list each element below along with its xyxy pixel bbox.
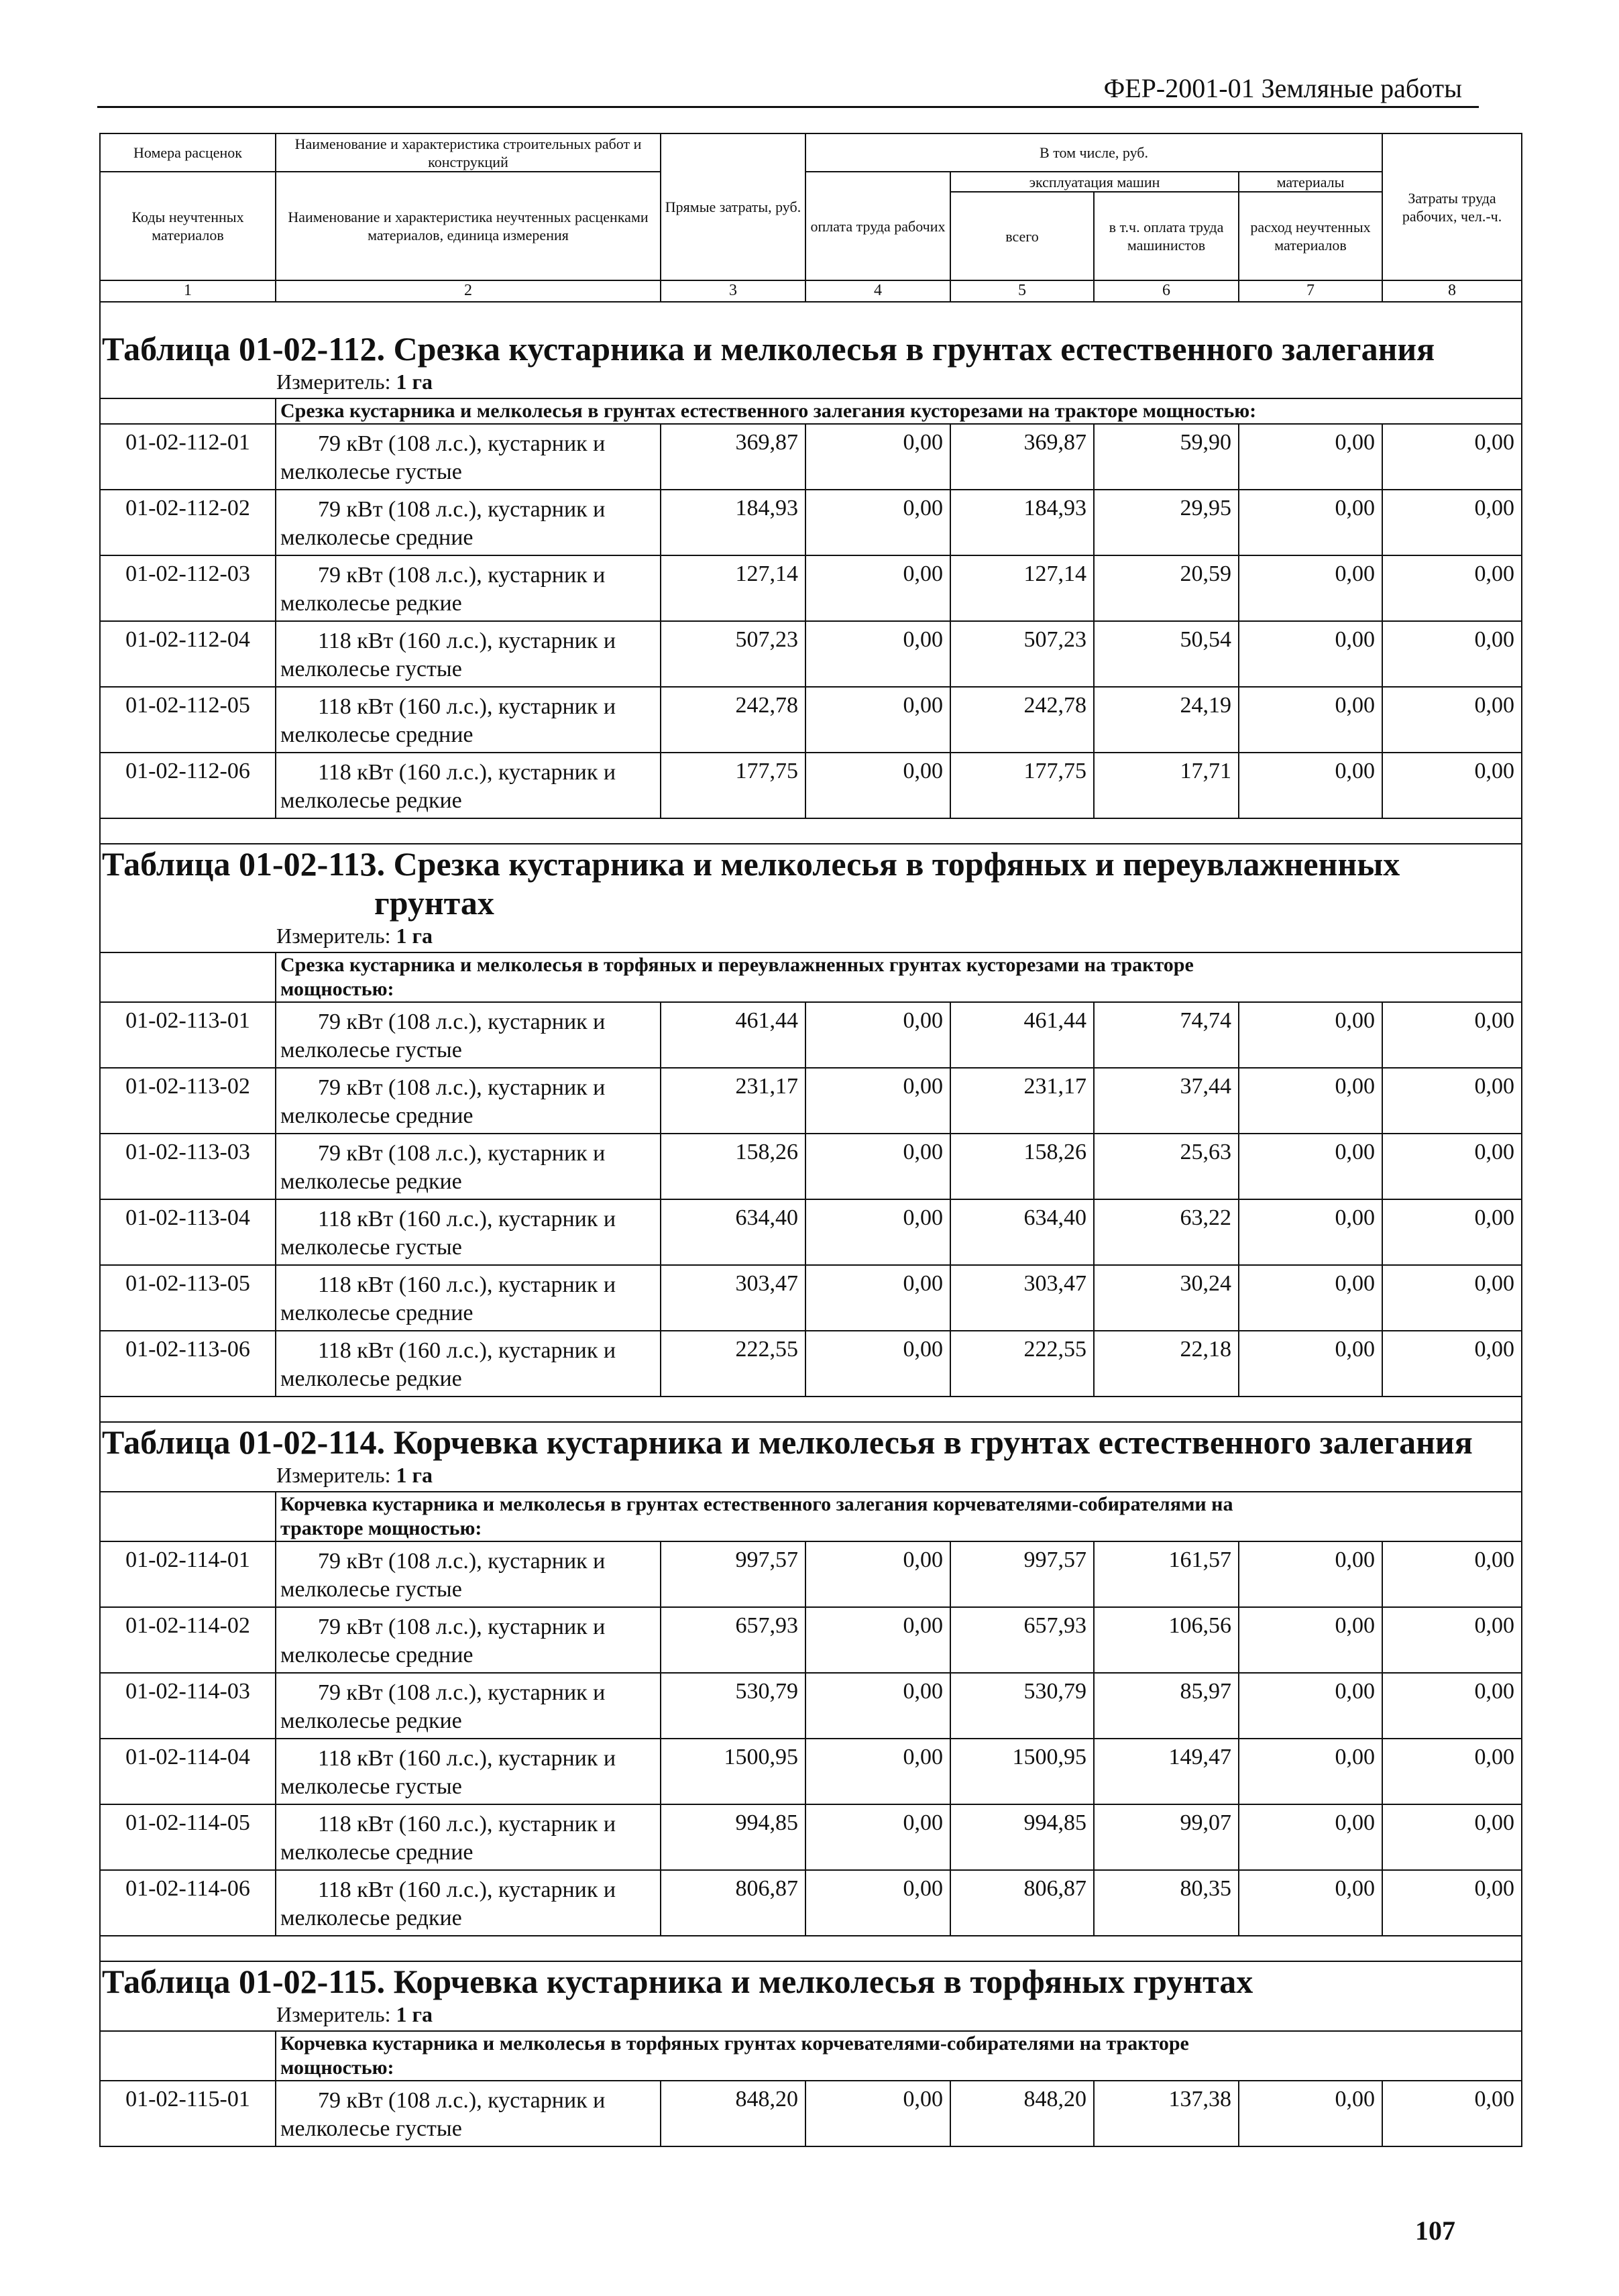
work-name-line-2: мелколесье редкие bbox=[280, 1708, 462, 1733]
group-heading-code-cell bbox=[100, 2031, 276, 2081]
value-labor: 0,00 bbox=[805, 555, 950, 621]
value-materials: 0,00 bbox=[1239, 424, 1382, 490]
header-rate-numbers: Номера расценок bbox=[100, 133, 276, 172]
work-name-line-1: 118 кВт (160 л.с.), кустарник и bbox=[318, 694, 616, 719]
work-name bbox=[276, 687, 661, 753]
rate-code: 01-02-113-04 bbox=[100, 1199, 276, 1265]
value-direct: 127,14 bbox=[661, 555, 805, 621]
value-labor: 0,00 bbox=[805, 1265, 950, 1331]
rate-code: 01-02-113-03 bbox=[100, 1134, 276, 1199]
value-mach-total: 530,79 bbox=[950, 1673, 1094, 1739]
value-labor-hours: 0,00 bbox=[1382, 753, 1522, 818]
group-heading-code-cell bbox=[100, 1492, 276, 1541]
value-materials: 0,00 bbox=[1239, 555, 1382, 621]
value-direct: 158,26 bbox=[661, 1134, 805, 1199]
value-mach-operators: 17,71 bbox=[1094, 753, 1239, 818]
header-machines: эксплуатация машин bbox=[950, 172, 1239, 192]
value-mach-total: 177,75 bbox=[950, 753, 1094, 818]
value-labor: 0,00 bbox=[805, 1002, 950, 1068]
work-name-line-1: 118 кВт (160 л.с.), кустарник и bbox=[318, 1207, 616, 1232]
value-labor-hours: 0,00 bbox=[1382, 1068, 1522, 1134]
group-heading-line-2: тракторе мощностью: bbox=[280, 1517, 482, 1539]
value-labor-hours: 0,00 bbox=[1382, 424, 1522, 490]
value-direct: 507,23 bbox=[661, 621, 805, 687]
group-heading-code-cell bbox=[100, 398, 276, 424]
work-name-line-2: мелколесье редкие bbox=[280, 1169, 462, 1194]
rate-code: 01-02-113-01 bbox=[100, 1002, 276, 1068]
table-title bbox=[100, 1961, 1522, 2001]
value-mach-operators: 29,95 bbox=[1094, 490, 1239, 555]
work-name bbox=[276, 1870, 661, 1936]
group-heading-line: Корчевка кустарника и мелколесья в грунтах естественного залегания корчевателями-собирателями на bbox=[280, 1493, 1233, 1515]
value-mach-operators: 50,54 bbox=[1094, 621, 1239, 687]
table-row bbox=[100, 1673, 1522, 1739]
meter-value: 1 га bbox=[396, 1463, 433, 1487]
value-labor-hours: 0,00 bbox=[1382, 1870, 1522, 1936]
value-mach-operators: 80,35 bbox=[1094, 1870, 1239, 1936]
value-labor-hours: 0,00 bbox=[1382, 1541, 1522, 1607]
value-direct: 184,93 bbox=[661, 490, 805, 555]
page-number: 107 bbox=[1415, 2216, 1455, 2246]
value-labor: 0,00 bbox=[805, 1068, 950, 1134]
meter-label: Измеритель: bbox=[276, 2002, 391, 2026]
table-gap-cell bbox=[100, 1397, 1522, 1422]
work-name-line-1: 79 кВт (108 л.с.), кустарник и bbox=[318, 1141, 606, 1166]
rate-code: 01-02-112-02 bbox=[100, 490, 276, 555]
value-direct: 369,87 bbox=[661, 424, 805, 490]
value-labor: 0,00 bbox=[805, 1870, 950, 1936]
value-labor-hours: 0,00 bbox=[1382, 1265, 1522, 1331]
value-materials: 0,00 bbox=[1239, 490, 1382, 555]
table-row bbox=[100, 424, 1522, 490]
table-row bbox=[100, 1265, 1522, 1331]
value-mach-operators: 99,07 bbox=[1094, 1804, 1239, 1870]
table-title-row bbox=[100, 1961, 1522, 2001]
work-name-line-2: мелколесье густые bbox=[280, 459, 462, 484]
work-name-line-2: мелколесье средние bbox=[280, 1840, 473, 1865]
value-materials: 0,00 bbox=[1239, 1739, 1382, 1804]
value-labor: 0,00 bbox=[805, 490, 950, 555]
value-mach-total: 848,20 bbox=[950, 2081, 1094, 2146]
meter-text bbox=[101, 1462, 1521, 1488]
group-heading-line-2: мощностью: bbox=[280, 2057, 394, 2079]
value-materials: 0,00 bbox=[1239, 1607, 1382, 1673]
work-name-line-1: 118 кВт (160 л.с.), кустарник и bbox=[318, 760, 616, 785]
meter-value: 1 га bbox=[396, 924, 433, 948]
work-name-line-1: 79 кВт (108 л.с.), кустарник и bbox=[318, 431, 606, 456]
group-heading-row bbox=[100, 1492, 1522, 1541]
rate-code: 01-02-112-03 bbox=[100, 555, 276, 621]
value-labor: 0,00 bbox=[805, 753, 950, 818]
table-title-line-2: грунтах bbox=[374, 884, 494, 922]
work-name-line-1: 79 кВт (108 л.с.), кустарник и bbox=[318, 1009, 606, 1034]
work-name-line-2: мелколесье густые bbox=[280, 1577, 462, 1602]
value-mach-operators: 30,24 bbox=[1094, 1265, 1239, 1331]
work-name bbox=[276, 555, 661, 621]
value-mach-total: 222,55 bbox=[950, 1331, 1094, 1397]
table-row bbox=[100, 1331, 1522, 1397]
rate-code: 01-02-112-06 bbox=[100, 753, 276, 818]
value-materials: 0,00 bbox=[1239, 1673, 1382, 1739]
column-number: 2 bbox=[276, 280, 661, 302]
rate-code: 01-02-114-04 bbox=[100, 1739, 276, 1804]
value-materials: 0,00 bbox=[1239, 1265, 1382, 1331]
value-labor: 0,00 bbox=[805, 1134, 950, 1199]
work-name-line-1: 79 кВт (108 л.с.), кустарник и bbox=[318, 1075, 606, 1100]
work-name-line-2: мелколесье средние bbox=[280, 722, 473, 747]
work-name-line-1: 79 кВт (108 л.с.), кустарник и bbox=[318, 1680, 606, 1705]
value-labor: 0,00 bbox=[805, 621, 950, 687]
value-mach-operators: 161,57 bbox=[1094, 1541, 1239, 1607]
table-gap-cell bbox=[100, 818, 1522, 844]
value-labor: 0,00 bbox=[805, 2081, 950, 2146]
meter bbox=[100, 922, 1522, 952]
group-heading-line: Корчевка кустарника и мелколесья в торфяных грунтах корчевателями-собирателями на тракторе bbox=[280, 2032, 1189, 2055]
value-mach-operators: 74,74 bbox=[1094, 1002, 1239, 1068]
work-name bbox=[276, 1804, 661, 1870]
work-name-line-1: 79 кВт (108 л.с.), кустарник и bbox=[318, 497, 606, 522]
table-title-row bbox=[100, 329, 1522, 368]
meter-row bbox=[100, 2001, 1522, 2031]
header-row-1 bbox=[100, 133, 1522, 172]
table-row bbox=[100, 1870, 1522, 1936]
value-mach-operators: 59,90 bbox=[1094, 424, 1239, 490]
value-materials: 0,00 bbox=[1239, 1804, 1382, 1870]
meter-value: 1 га bbox=[396, 2002, 433, 2026]
value-labor: 0,00 bbox=[805, 1739, 950, 1804]
value-labor-hours: 0,00 bbox=[1382, 555, 1522, 621]
table-title bbox=[100, 844, 1522, 922]
value-labor-hours: 0,00 bbox=[1382, 1199, 1522, 1265]
meter-label: Измеритель: bbox=[276, 370, 391, 394]
value-direct: 231,17 bbox=[661, 1068, 805, 1134]
work-name-line-1: 118 кВт (160 л.с.), кустарник и bbox=[318, 1338, 616, 1363]
work-name bbox=[276, 1265, 661, 1331]
value-mach-operators: 137,38 bbox=[1094, 2081, 1239, 2146]
header-materials: материалы bbox=[1239, 172, 1382, 192]
work-name bbox=[276, 424, 661, 490]
work-name bbox=[276, 1002, 661, 1068]
header-work-name: Наименование и характеристика строительных работ и конструкций bbox=[276, 133, 661, 172]
value-mach-operators: 20,59 bbox=[1094, 555, 1239, 621]
value-mach-total: 806,87 bbox=[950, 1870, 1094, 1936]
header-labor-pay: оплата труда рабочих bbox=[805, 172, 950, 280]
value-mach-total: 634,40 bbox=[950, 1199, 1094, 1265]
value-labor: 0,00 bbox=[805, 1331, 950, 1397]
work-name bbox=[276, 1607, 661, 1673]
work-name bbox=[276, 1134, 661, 1199]
table-row bbox=[100, 1739, 1522, 1804]
value-mach-total: 231,17 bbox=[950, 1068, 1094, 1134]
value-mach-total: 184,93 bbox=[950, 490, 1094, 555]
value-direct: 222,55 bbox=[661, 1331, 805, 1397]
value-materials: 0,00 bbox=[1239, 1002, 1382, 1068]
rate-code: 01-02-114-02 bbox=[100, 1607, 276, 1673]
work-name bbox=[276, 1541, 661, 1607]
value-materials: 0,00 bbox=[1239, 1199, 1382, 1265]
value-direct: 1500,95 bbox=[661, 1739, 805, 1804]
value-labor-hours: 0,00 bbox=[1382, 1607, 1522, 1673]
table-row bbox=[100, 1199, 1522, 1265]
work-name-line-2: мелколесье редкие bbox=[280, 788, 462, 813]
value-mach-operators: 85,97 bbox=[1094, 1673, 1239, 1739]
table-gap bbox=[100, 1397, 1522, 1422]
table-title-row bbox=[100, 1422, 1522, 1462]
work-name bbox=[276, 1673, 661, 1739]
value-mach-operators: 37,44 bbox=[1094, 1068, 1239, 1134]
value-direct: 242,78 bbox=[661, 687, 805, 753]
value-direct: 634,40 bbox=[661, 1199, 805, 1265]
value-labor: 0,00 bbox=[805, 1199, 950, 1265]
header-materials-consumption: расход неучтенных материалов bbox=[1239, 192, 1382, 280]
meter-row bbox=[100, 368, 1522, 398]
value-mach-operators: 149,47 bbox=[1094, 1739, 1239, 1804]
rate-code: 01-02-114-05 bbox=[100, 1804, 276, 1870]
work-name bbox=[276, 621, 661, 687]
column-number: 6 bbox=[1094, 280, 1239, 302]
value-mach-operators: 24,19 bbox=[1094, 687, 1239, 753]
value-direct: 994,85 bbox=[661, 1804, 805, 1870]
value-direct: 657,93 bbox=[661, 1607, 805, 1673]
rate-code: 01-02-112-05 bbox=[100, 687, 276, 753]
work-name-line-2: мелколесье средние bbox=[280, 525, 473, 550]
header-gap bbox=[100, 302, 1522, 329]
work-name-line-1: 79 кВт (108 л.с.), кустарник и bbox=[318, 2088, 606, 2113]
value-labor-hours: 0,00 bbox=[1382, 687, 1522, 753]
value-direct: 530,79 bbox=[661, 1673, 805, 1739]
table-row bbox=[100, 555, 1522, 621]
value-labor: 0,00 bbox=[805, 424, 950, 490]
column-number: 7 bbox=[1239, 280, 1382, 302]
work-name-line-1: 79 кВт (108 л.с.), кустарник и bbox=[318, 1615, 606, 1639]
value-labor: 0,00 bbox=[805, 1607, 950, 1673]
work-name-line-2: мелколесье густые bbox=[280, 1774, 462, 1799]
value-mach-operators: 25,63 bbox=[1094, 1134, 1239, 1199]
group-heading-line: Срезка кустарника и мелколесья в грунтах естественного залегания кусторезами на тракторе мощностью: bbox=[280, 400, 1257, 422]
value-materials: 0,00 bbox=[1239, 1068, 1382, 1134]
rate-code: 01-02-113-05 bbox=[100, 1265, 276, 1331]
table-gap bbox=[100, 818, 1522, 844]
header-row-2 bbox=[100, 172, 1522, 192]
work-name-line-2: мелколесье средние bbox=[280, 1301, 473, 1325]
column-numbers-row bbox=[100, 280, 1522, 302]
value-direct: 177,75 bbox=[661, 753, 805, 818]
value-labor: 0,00 bbox=[805, 1673, 950, 1739]
meter-text bbox=[101, 2001, 1521, 2028]
value-mach-total: 158,26 bbox=[950, 1134, 1094, 1199]
header-material-name: Наименование и характеристика неучтенных расценками материалов, единица измерения bbox=[276, 172, 661, 280]
header-including: В том числе, руб. bbox=[805, 133, 1382, 172]
work-name-line-2: мелколесье средние bbox=[280, 1103, 473, 1128]
table-row bbox=[100, 687, 1522, 753]
group-heading-line: Срезка кустарника и мелколесья в торфяных и переувлажненных грунтах кусторезами на тракторе bbox=[280, 954, 1194, 976]
value-materials: 0,00 bbox=[1239, 621, 1382, 687]
work-name-line-2: мелколесье густые bbox=[280, 1235, 462, 1260]
meter-text bbox=[101, 368, 1521, 395]
value-materials: 0,00 bbox=[1239, 1134, 1382, 1199]
work-name-line-1: 118 кВт (160 л.с.), кустарник и bbox=[318, 1812, 616, 1837]
work-name-line-1: 118 кВт (160 л.с.), кустарник и bbox=[318, 1746, 616, 1771]
rate-code: 01-02-113-06 bbox=[100, 1331, 276, 1397]
rate-code: 01-02-114-03 bbox=[100, 1673, 276, 1739]
group-heading bbox=[276, 398, 1522, 424]
meter bbox=[100, 1462, 1522, 1492]
column-number: 1 bbox=[100, 280, 276, 302]
work-name-line-1: 118 кВт (160 л.с.), кустарник и bbox=[318, 1877, 616, 1902]
value-labor-hours: 0,00 bbox=[1382, 1673, 1522, 1739]
value-direct: 997,57 bbox=[661, 1541, 805, 1607]
value-labor-hours: 0,00 bbox=[1382, 1134, 1522, 1199]
table-title bbox=[100, 1422, 1522, 1462]
value-labor-hours: 0,00 bbox=[1382, 1331, 1522, 1397]
work-name bbox=[276, 2081, 661, 2146]
header-rule bbox=[97, 106, 1479, 108]
rate-code: 01-02-112-01 bbox=[100, 424, 276, 490]
group-heading bbox=[276, 1492, 1522, 1541]
table-row bbox=[100, 1607, 1522, 1673]
table-row bbox=[100, 753, 1522, 818]
table-title-line: Таблица 01-02-115. Корчевка кустарника и мелколесья в торфяных грунтах bbox=[102, 1963, 1253, 2000]
meter-label: Измеритель: bbox=[276, 1463, 391, 1487]
value-labor: 0,00 bbox=[805, 1804, 950, 1870]
table-title-row bbox=[100, 844, 1522, 922]
meter-row bbox=[100, 1462, 1522, 1492]
table-row bbox=[100, 1068, 1522, 1134]
value-materials: 0,00 bbox=[1239, 1541, 1382, 1607]
group-heading bbox=[276, 2031, 1522, 2081]
table-title bbox=[100, 329, 1522, 368]
value-materials: 0,00 bbox=[1239, 1331, 1382, 1397]
work-name bbox=[276, 1068, 661, 1134]
group-heading-row bbox=[100, 398, 1522, 424]
value-labor: 0,00 bbox=[805, 687, 950, 753]
value-direct: 303,47 bbox=[661, 1265, 805, 1331]
rate-code: 01-02-114-06 bbox=[100, 1870, 276, 1936]
table-row bbox=[100, 1541, 1522, 1607]
value-mach-total: 303,47 bbox=[950, 1265, 1094, 1331]
value-materials: 0,00 bbox=[1239, 687, 1382, 753]
value-labor-hours: 0,00 bbox=[1382, 490, 1522, 555]
value-labor: 0,00 bbox=[805, 1541, 950, 1607]
table-title-line: Таблица 01-02-114. Корчевка кустарника и мелколесья в грунтах естественного залегания bbox=[102, 1423, 1473, 1461]
work-name-line-2: мелколесье густые bbox=[280, 657, 462, 681]
work-name-line-2: мелколесье густые bbox=[280, 2116, 462, 2141]
value-direct: 461,44 bbox=[661, 1002, 805, 1068]
header-labor-costs: Затраты труда рабочих, чел.-ч. bbox=[1382, 133, 1522, 280]
value-labor-hours: 0,00 bbox=[1382, 1739, 1522, 1804]
value-mach-operators: 106,56 bbox=[1094, 1607, 1239, 1673]
value-mach-total: 461,44 bbox=[950, 1002, 1094, 1068]
table-row bbox=[100, 1002, 1522, 1068]
meter-row bbox=[100, 922, 1522, 952]
value-labor-hours: 0,00 bbox=[1382, 2081, 1522, 2146]
rate-code: 01-02-113-02 bbox=[100, 1068, 276, 1134]
work-name-line-2: мелколесье средние bbox=[280, 1643, 473, 1668]
work-name-line-1: 118 кВт (160 л.с.), кустарник и bbox=[318, 1272, 616, 1297]
value-mach-total: 369,87 bbox=[950, 424, 1094, 490]
work-name bbox=[276, 1199, 661, 1265]
work-name-line-2: мелколесье редкие bbox=[280, 591, 462, 616]
work-name bbox=[276, 490, 661, 555]
meter-value: 1 га bbox=[396, 370, 433, 394]
work-name-line-1: 79 кВт (108 л.с.), кустарник и bbox=[318, 563, 606, 588]
value-direct: 848,20 bbox=[661, 2081, 805, 2146]
table-row bbox=[100, 2081, 1522, 2146]
value-mach-total: 994,85 bbox=[950, 1804, 1094, 1870]
column-number: 4 bbox=[805, 280, 950, 302]
meter-label: Измеритель: bbox=[276, 924, 391, 948]
running-head: ФЕР-2001-01 Земляные работы bbox=[1103, 73, 1462, 103]
value-mach-total: 657,93 bbox=[950, 1607, 1094, 1673]
work-name-line-1: 79 кВт (108 л.с.), кустарник и bbox=[318, 1549, 606, 1574]
rate-code: 01-02-112-04 bbox=[100, 621, 276, 687]
group-heading-code-cell bbox=[100, 952, 276, 1002]
column-number: 5 bbox=[950, 280, 1094, 302]
value-materials: 0,00 bbox=[1239, 753, 1382, 818]
value-mach-total: 507,23 bbox=[950, 621, 1094, 687]
table-title-line: Таблица 01-02-112. Срезка кустарника и мелколесья в грунтах естественного залегания bbox=[102, 330, 1435, 368]
value-mach-operators: 22,18 bbox=[1094, 1331, 1239, 1397]
table-row bbox=[100, 1804, 1522, 1870]
rate-code: 01-02-114-01 bbox=[100, 1541, 276, 1607]
group-heading-line-2: мощностью: bbox=[280, 978, 394, 1000]
work-name bbox=[276, 753, 661, 818]
header-machines-operators: в т.ч. оплата труда машинистов bbox=[1094, 192, 1239, 280]
column-number: 3 bbox=[661, 280, 805, 302]
value-mach-operators: 63,22 bbox=[1094, 1199, 1239, 1265]
work-name-line-2: мелколесье редкие bbox=[280, 1906, 462, 1930]
work-name bbox=[276, 1739, 661, 1804]
header-direct-costs: Прямые затраты, руб. bbox=[661, 133, 805, 280]
header-material-codes: Коды неучтенных материалов bbox=[100, 172, 276, 280]
group-heading-row bbox=[100, 952, 1522, 1002]
value-labor-hours: 0,00 bbox=[1382, 1002, 1522, 1068]
work-name-line-2: мелколесье густые bbox=[280, 1038, 462, 1062]
rate-code: 01-02-115-01 bbox=[100, 2081, 276, 2146]
meter bbox=[100, 2001, 1522, 2031]
value-mach-total: 242,78 bbox=[950, 687, 1094, 753]
group-heading bbox=[276, 952, 1522, 1002]
value-mach-total: 997,57 bbox=[950, 1541, 1094, 1607]
value-labor-hours: 0,00 bbox=[1382, 1804, 1522, 1870]
work-name bbox=[276, 1331, 661, 1397]
group-heading-row bbox=[100, 2031, 1522, 2081]
column-number: 8 bbox=[1382, 280, 1522, 302]
table-gap-cell bbox=[100, 1936, 1522, 1961]
rates-table-body bbox=[100, 133, 1522, 2146]
rates-table bbox=[99, 133, 1522, 2147]
work-name-line-2: мелколесье редкие bbox=[280, 1366, 462, 1391]
table-gap bbox=[100, 1936, 1522, 1961]
meter-text bbox=[101, 922, 1521, 949]
table-title-line: Таблица 01-02-113. Срезка кустарника и мелколесья в торфяных и переувлажненных bbox=[102, 845, 1400, 883]
value-labor-hours: 0,00 bbox=[1382, 621, 1522, 687]
value-materials: 0,00 bbox=[1239, 2081, 1382, 2146]
header-machines-total: всего bbox=[950, 192, 1094, 280]
table-row bbox=[100, 621, 1522, 687]
value-mach-total: 127,14 bbox=[950, 555, 1094, 621]
meter bbox=[100, 368, 1522, 398]
work-name-line-1: 118 кВт (160 л.с.), кустарник и bbox=[318, 628, 616, 653]
value-direct: 806,87 bbox=[661, 1870, 805, 1936]
value-mach-total: 1500,95 bbox=[950, 1739, 1094, 1804]
table-row bbox=[100, 490, 1522, 555]
value-materials: 0,00 bbox=[1239, 1870, 1382, 1936]
table-row bbox=[100, 1134, 1522, 1199]
